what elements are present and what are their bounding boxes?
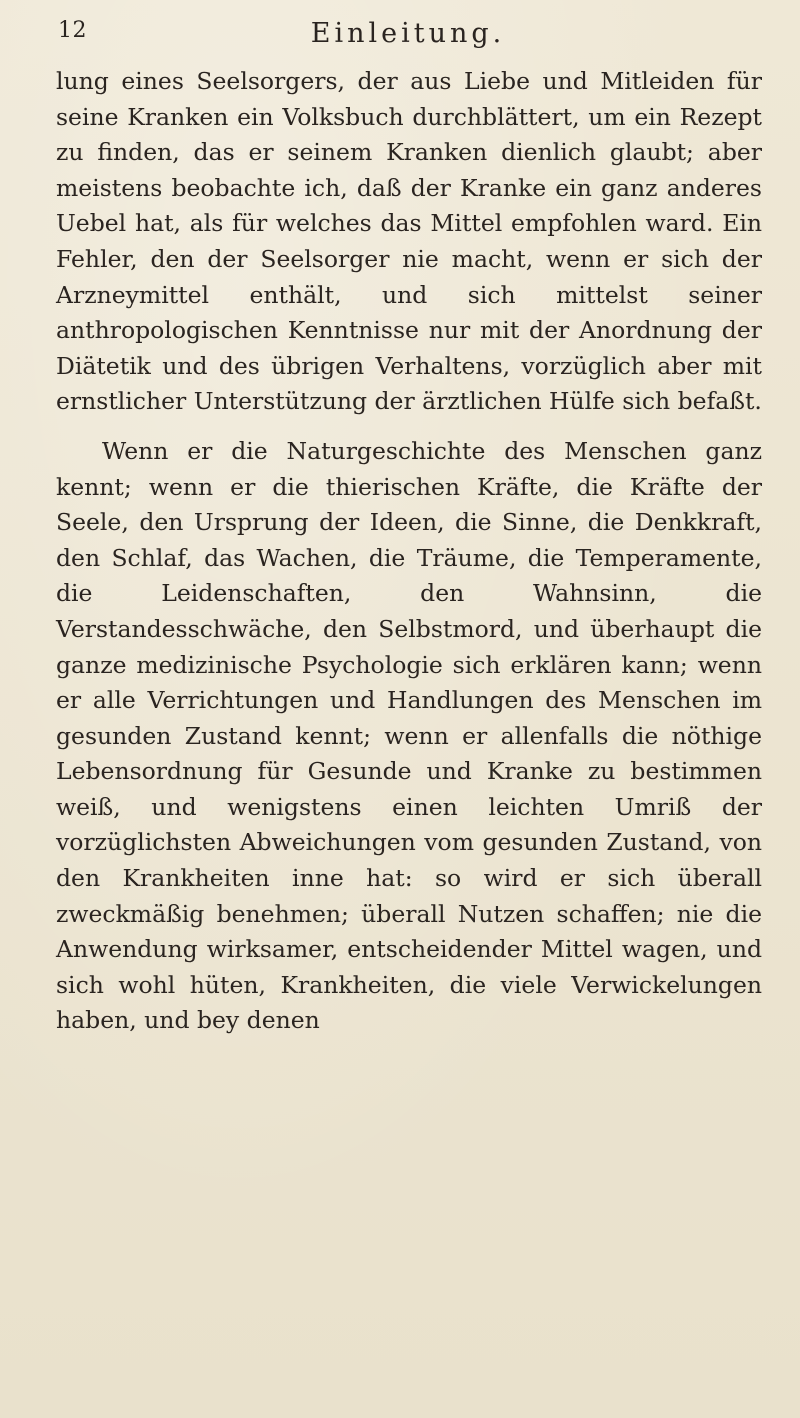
page-header <box>58 18 758 58</box>
running-head: Einleitung. <box>310 18 506 49</box>
paragraph-1: lung eines Seelsorgers, der aus Liebe und Mitleiden für seine Kranken ein Volksbuch durchblättert, um ein Rezept zu finden, das er seinem Kranken dienlich glaubt; aber meistens beobachte ich, daß der Kranke ein ganz anderes Uebel hat, als für welches das Mittel empfohlen ward. Ein Fehler, den der Seelsorger nie macht, wenn er sich der Arzneymittel enthält, und sich mittelst seiner anthropologischen Kenntnisse nur mit der Anordnung der Diätetik und des übrigen Verhaltens, vorzüglich aber mit ernstlicher Unterstützung der ärztlichen Hülfe sich befaßt. <box>56 67 762 416</box>
body-text <box>56 64 762 1039</box>
page-number: 12 <box>58 18 87 43</box>
paragraph-2: Wenn er die Naturgeschichte des Menschen ganz kennt; wenn er die thierischen Kräfte, die Kräfte der Seele, den Ursprung der Ideen, die Sinne, die Denkkraft, den Schlaf, das Wachen, die Träume, die Temperamente, die Leidenschaften, den Wahnsinn, die Verstandesschwäche, den Selbstmord, und überhaupt die ganze medizinische Psychologie sich erklären kann; wenn er alle Verrichtungen und Handlungen des Menschen im gesunden Zustand kennt; wenn er allenfalls die nöthige Lebensordnung für Gesunde und Kranke zu bestimmen weiß, und wenigstens einen leichten Umriß der vorzüglichsten Abweichungen vom gesunden Zustand, von den Krankheiten inne hat: so wird er sich überall zweckmäßig benehmen; überall Nutzen schaffen; nie die Anwendung wirksamer, entscheidender Mittel wagen, und sich wohl hüten, Krankheiten, die viele Verwickelungen haben, und bey denen <box>56 436 762 1035</box>
